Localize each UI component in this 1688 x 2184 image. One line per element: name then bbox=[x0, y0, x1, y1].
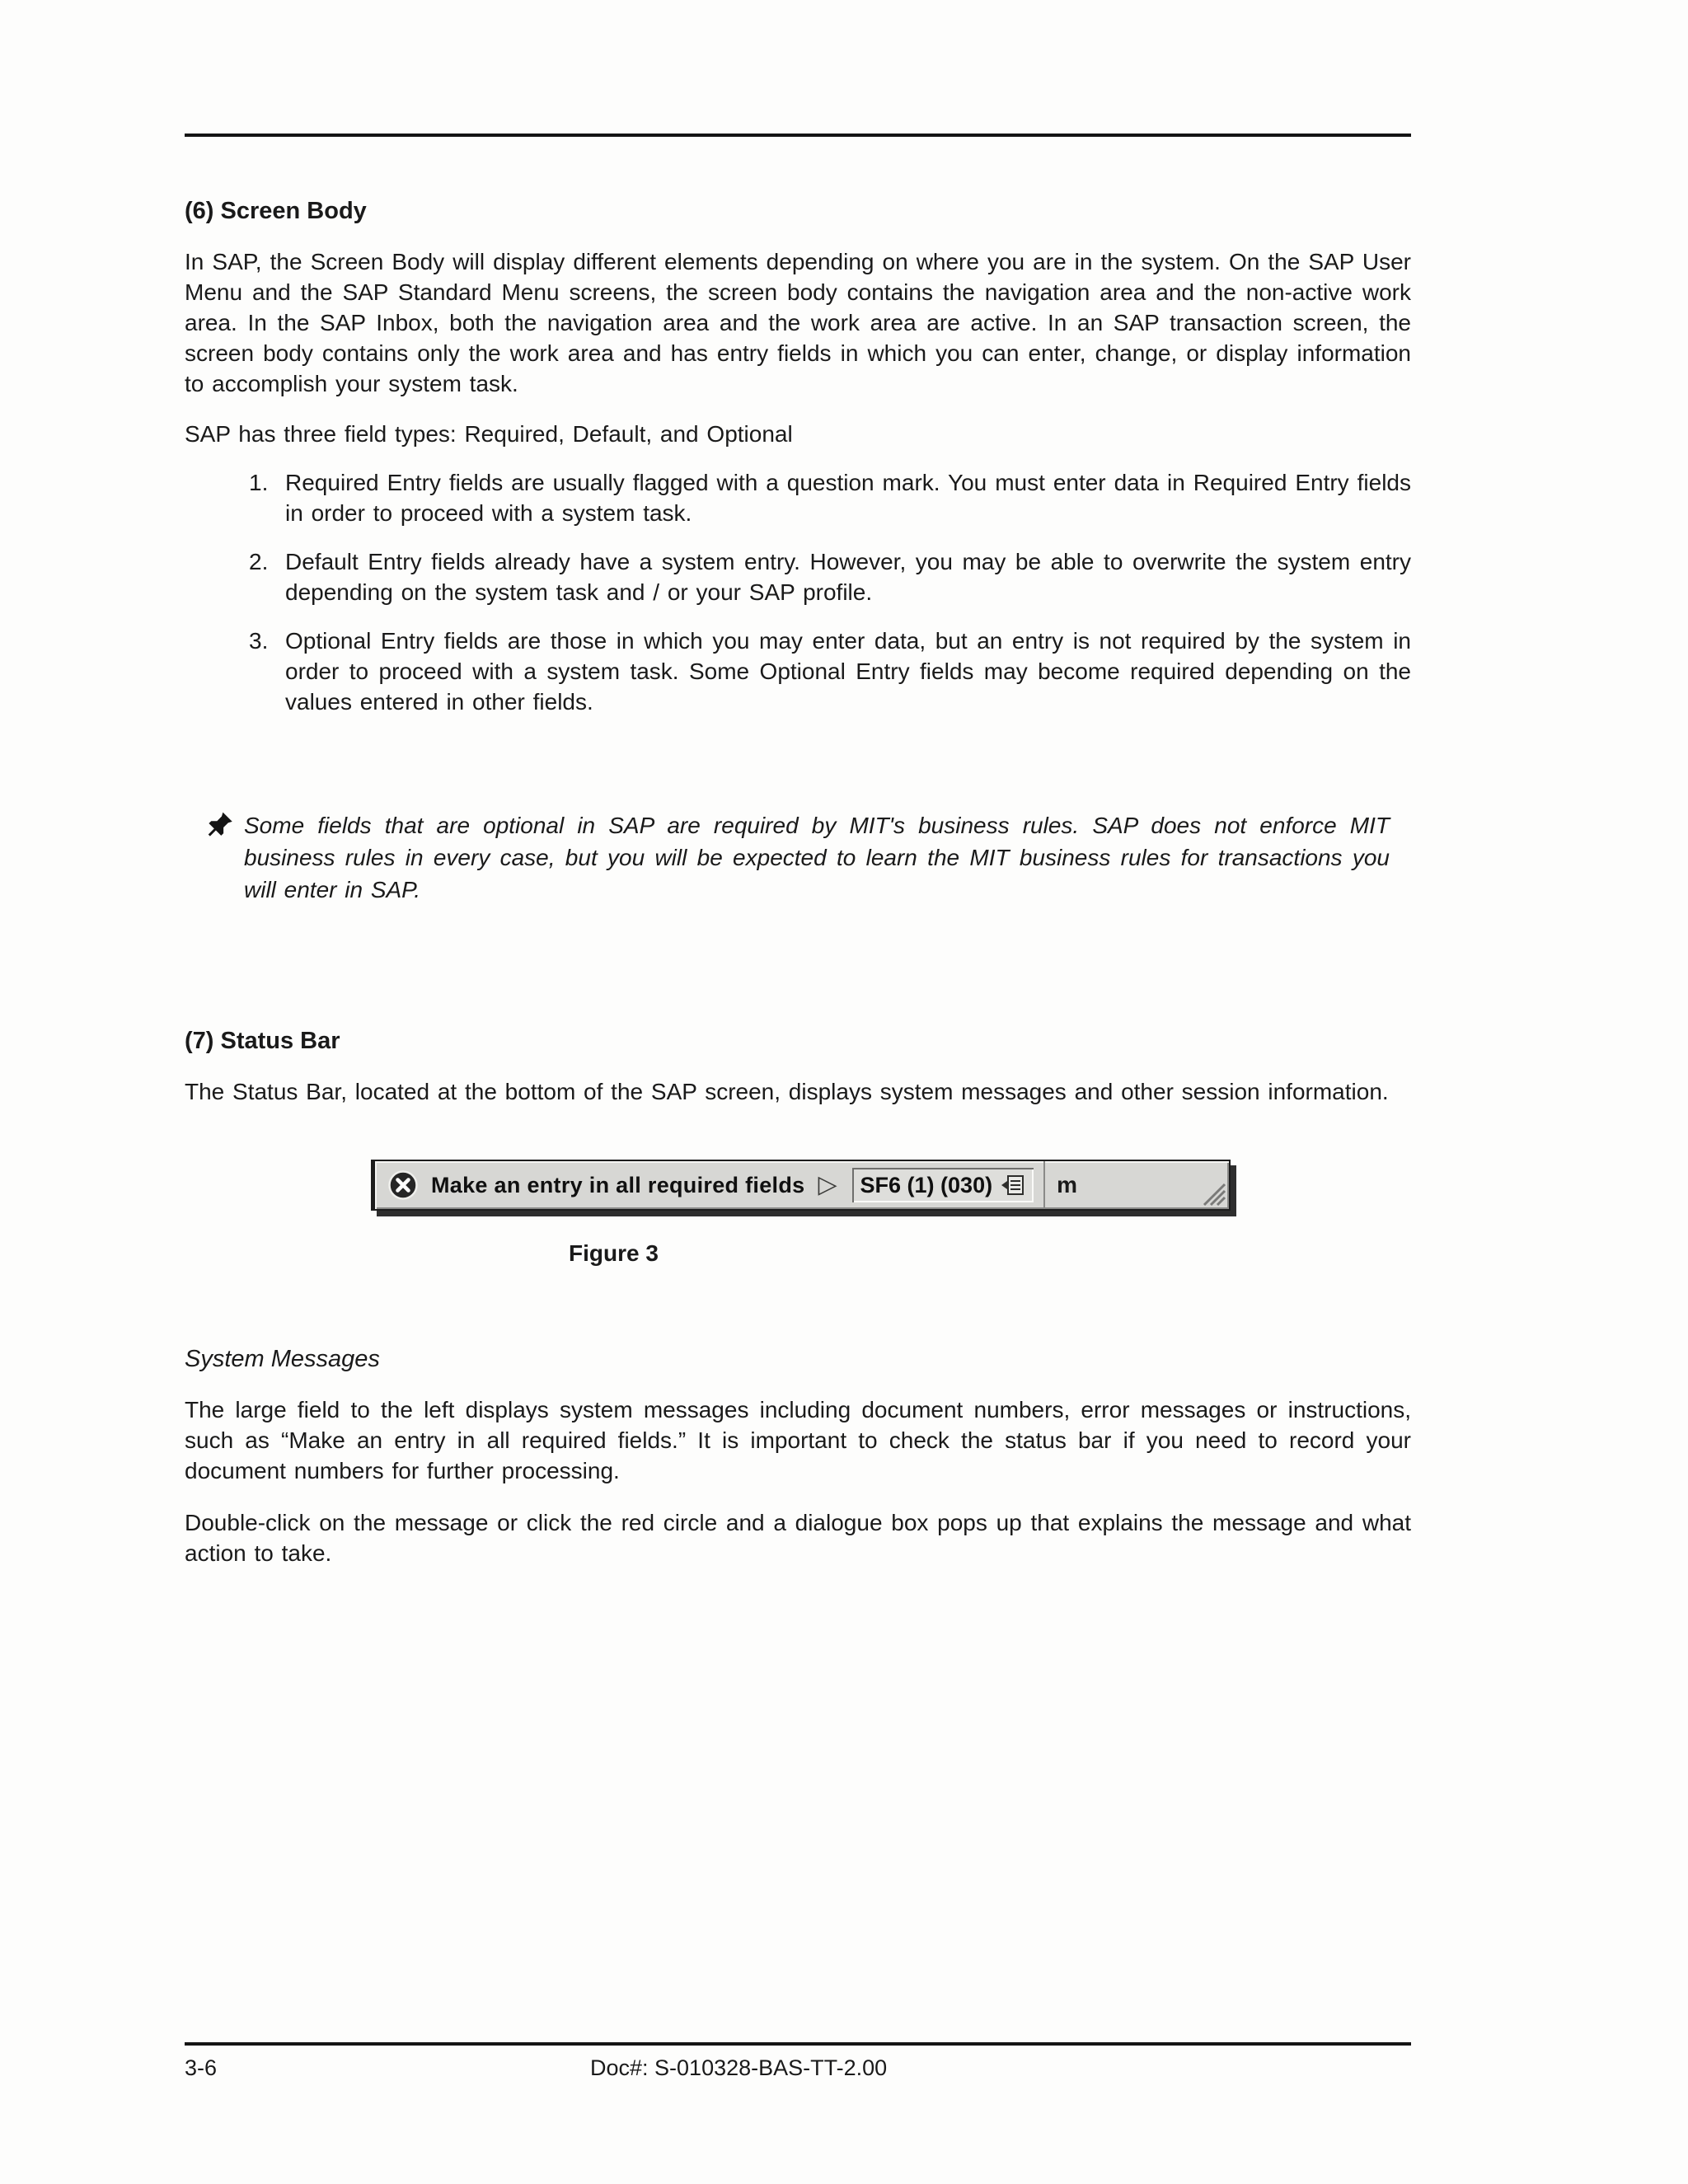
server-label: m bbox=[1057, 1172, 1077, 1197]
top-rule bbox=[185, 134, 1411, 137]
status-message: Make an entry in all required fields bbox=[431, 1172, 805, 1197]
screen-body-paragraph: In SAP, the Screen Body will display different elements depending on where you are in the system. On the SAP User Menu and the SAP Standard Menu screens, the screen body contains the navigation area and the non-active work area. In the SAP Inbox, both the navigation area and the work area are active. In an SAP transaction screen, the screen body contains only the work area and has entry fields in which you can enter, change, or display information to accomplish your system task. bbox=[185, 249, 1411, 396]
figure-status-bar bbox=[371, 1160, 1411, 1267]
error-circle-icon bbox=[387, 1169, 420, 1202]
footer-doc-number: Doc#: S-010328-BAS-TT-2.00 bbox=[590, 2055, 888, 2080]
sap-status-bar-screenshot bbox=[371, 1160, 1231, 1211]
page-content bbox=[185, 0, 1411, 1568]
list-item bbox=[185, 546, 1411, 607]
list-item bbox=[185, 467, 1411, 528]
field-types-list bbox=[185, 467, 1411, 717]
server-field bbox=[1043, 1161, 1077, 1209]
section-heading-status-bar: (7) Status Bar bbox=[185, 1028, 340, 1054]
list-item bbox=[185, 626, 1411, 717]
list-text: Optional Entry fields are those in which you may enter data, but an entry is not required by the system in order to proceed with a system task. Some Optional Entry fields may become required depending on the values entered in other fields. bbox=[285, 628, 1411, 715]
note-block bbox=[185, 809, 1411, 906]
list-number: 2. bbox=[249, 549, 269, 574]
system-messages-paragraph-2: Double-click on the message or click the red circle and a dialogue box pops up that explains the message and what action to take. bbox=[185, 1510, 1411, 1566]
list-text: Default Entry fields already have a system entry. However, you may be able to overwrite the system entry depending on the system task and / or your SAP profile. bbox=[285, 549, 1411, 605]
system-messages-paragraph-1: The large field to the left displays system messages including document numbers, error messages or instructions, such as “Make an entry in all required fields.” It is important to check the status bar if you need to record your document numbers for further processing. bbox=[185, 1397, 1411, 1483]
footer-page-number: 3-6 bbox=[185, 2055, 218, 2080]
session-id: SF6 (1) (030) bbox=[860, 1172, 993, 1197]
section-heading-screen-body: (6) Screen Body bbox=[185, 198, 367, 224]
list-text: Required Entry fields are usually flagged with a question mark. You must enter data in Required Entry fields in order to proceed with a system task. bbox=[285, 470, 1411, 526]
figure-caption: Figure 3 bbox=[569, 1240, 659, 1266]
pushpin-icon bbox=[208, 809, 244, 906]
list-icon bbox=[1001, 1174, 1025, 1197]
resize-grip-icon bbox=[1199, 1179, 1227, 1207]
footer-rule bbox=[185, 2042, 1411, 2046]
list-number: 1. bbox=[249, 470, 269, 495]
list-number: 3. bbox=[249, 628, 269, 654]
footer bbox=[185, 2055, 1411, 2081]
field-types-intro: SAP has three field types: Required, Default, and Optional bbox=[185, 421, 793, 447]
subheading-system-messages: System Messages bbox=[185, 1346, 380, 1372]
continue-triangle-icon: ▷ bbox=[818, 1171, 837, 1198]
note-text: Some fields that are optional in SAP are required by MIT's business rules. SAP does not enforce MIT business rules in every case, but you will be expected to learn the MIT business rules for transactions you will enter in SAP. bbox=[244, 813, 1390, 902]
status-bar-paragraph: The Status Bar, located at the bottom of the SAP screen, displays system messages and other session information. bbox=[185, 1079, 1389, 1104]
session-field bbox=[852, 1168, 1034, 1202]
